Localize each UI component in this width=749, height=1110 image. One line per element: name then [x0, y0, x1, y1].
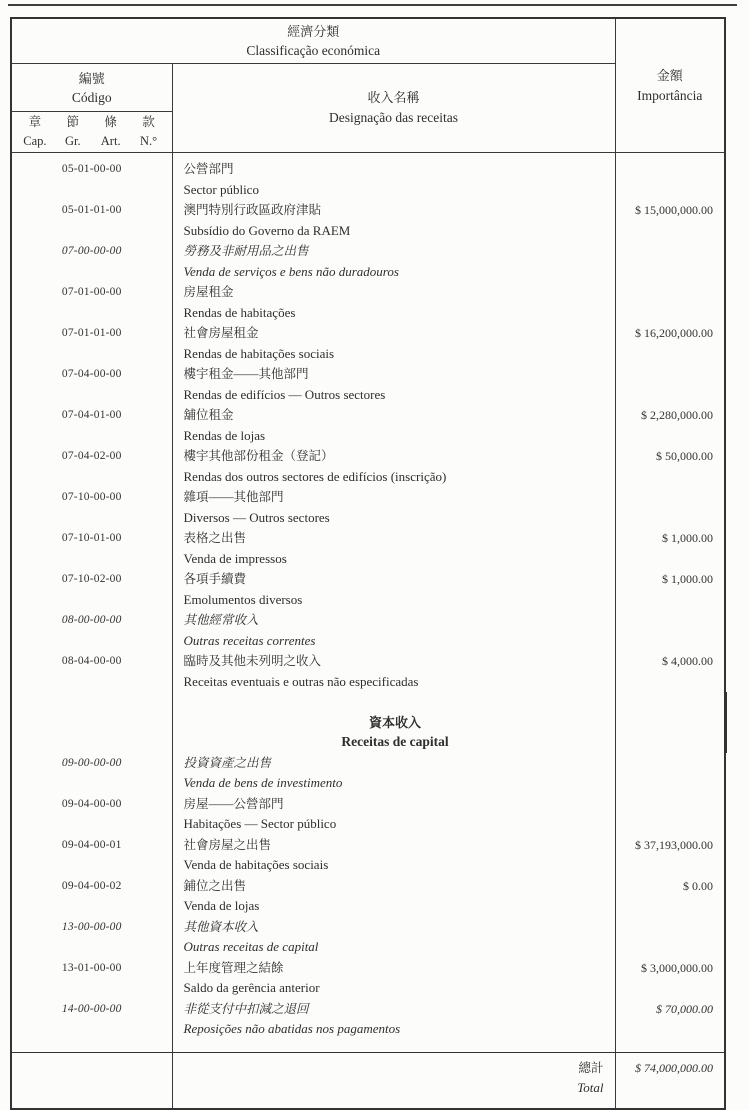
header-amount-zh: 金額 — [656, 67, 683, 83]
row-code: 09-04-00-01 — [11, 835, 172, 876]
row-designation-pt: Rendas dos outros sectores de edifícios (inscrição) — [183, 468, 447, 484]
row-code: 07-04-01-00 — [11, 405, 172, 446]
row-designation — [172, 153, 615, 201]
row-code: 07-10-02-00 — [11, 569, 172, 610]
row-designation — [172, 753, 615, 794]
section-title-zh: 資本收入 — [369, 714, 422, 730]
row-code: 07-04-00-00 — [11, 364, 172, 405]
table-row — [11, 528, 725, 569]
row-code: 09-04-00-00 — [11, 794, 172, 835]
row-code: 08-04-00-00 — [11, 651, 172, 692]
row-amount — [615, 241, 725, 282]
total-row-empty-code-cell — [11, 1052, 172, 1109]
row-code: 07-10-00-00 — [11, 487, 172, 528]
row-amount: $ 50,000.00 — [656, 449, 714, 463]
row-designation-pt: Outras receitas de capital — [183, 939, 319, 954]
table-row — [11, 876, 725, 917]
header-row-classification — [11, 18, 725, 64]
total-label-pt: Total — [577, 1080, 604, 1095]
row-amount — [615, 794, 725, 835]
code-subcolumn-zh: 款 — [142, 115, 155, 129]
row-designation-zh: 各項手續費 — [183, 572, 247, 586]
table-row — [11, 917, 725, 958]
header-code — [11, 64, 172, 112]
row-amount: $ 1,000.00 — [662, 531, 714, 545]
section-header-row — [11, 692, 725, 753]
header-amount — [615, 18, 725, 153]
row-designation-pt: Saldo da gerência anterior — [183, 980, 320, 995]
row-designation — [172, 876, 615, 917]
row-designation-zh: 雜項——其他部門 — [183, 490, 284, 504]
row-designation-zh: 非從支付中扣減之退回 — [183, 1001, 309, 1016]
row-amount: $ 15,000,000.00 — [635, 203, 714, 217]
table-row — [11, 446, 725, 487]
table-row — [11, 610, 725, 651]
total-amount: $ 74,000,000.00 — [615, 1052, 725, 1109]
row-designation-zh: 房屋租金 — [183, 285, 234, 299]
row-designation-pt: Rendas de lojas — [183, 427, 266, 443]
row-designation-pt: Sector público — [183, 181, 259, 197]
section-title-cell — [172, 692, 615, 753]
row-code: 09-04-00-02 — [11, 876, 172, 917]
row-code: 08-00-00-00 — [11, 610, 172, 651]
code-subcolumn-zh: 節 — [66, 115, 80, 129]
table-row — [11, 958, 725, 999]
row-designation-pt: Rendas de edifícios — Outros sectores — [183, 386, 386, 402]
table-row — [11, 569, 725, 610]
row-designation-zh: 鋪位之出售 — [183, 878, 247, 893]
row-designation-zh: 房屋——公營部門 — [183, 796, 284, 811]
row-designation-zh: 其他經常收入 — [183, 613, 259, 627]
row-designation — [172, 917, 615, 958]
row-amount: $ 1,000.00 — [662, 572, 714, 586]
row-designation-pt: Venda de impressos — [183, 550, 287, 566]
row-amount — [615, 753, 725, 794]
total-label-zh: 總計 — [578, 1060, 604, 1075]
row-designation-zh: 社會房屋租金 — [183, 326, 259, 340]
row-code: 05-01-00-00 — [11, 153, 172, 201]
total-row — [11, 1052, 725, 1109]
row-designation-zh: 勞務及非耐用品之出售 — [183, 244, 309, 258]
row-code: 09-00-00-00 — [11, 753, 172, 794]
total-label — [172, 1052, 615, 1109]
row-designation — [172, 487, 615, 528]
table-row — [11, 153, 725, 201]
revenue-table — [10, 17, 727, 1110]
row-designation-pt: Venda de lojas — [183, 898, 260, 913]
row-code: 07-01-01-00 — [11, 323, 172, 364]
row-designation-pt: Diversos — Outros sectores — [183, 509, 330, 525]
table-header — [11, 18, 725, 153]
row-designation-zh: 臨時及其他未列明之收入 — [183, 654, 322, 668]
row-amount: $ 4,000.00 — [662, 654, 714, 668]
row-designation — [172, 958, 615, 999]
code-subcolumn-pt: Cap. — [23, 134, 47, 148]
code-subcolumn-pt: Gr. — [65, 134, 81, 148]
row-amount — [615, 282, 725, 323]
header-designation-pt: Designação das receitas — [329, 110, 458, 125]
row-designation — [172, 405, 615, 446]
code-subcolumns — [16, 113, 168, 151]
row-amount — [615, 364, 725, 405]
row-designation-pt: Venda de habitações sociais — [183, 857, 329, 872]
row-designation — [172, 651, 615, 692]
row-designation-pt: Venda de serviços e bens não duradouros — [183, 263, 399, 279]
row-designation-zh: 樓宇其他部份租金（登記） — [183, 449, 334, 463]
row-amount — [615, 610, 725, 651]
row-designation-pt: Rendas de habitações — [183, 304, 296, 320]
row-code: 07-04-02-00 — [11, 446, 172, 487]
page-top-rule — [8, 4, 737, 6]
table-row — [11, 200, 725, 241]
row-amount: $ 37,193,000.00 — [635, 837, 714, 852]
table-row — [11, 487, 725, 528]
table-row — [11, 323, 725, 364]
header-amount-pt: Importância — [637, 87, 703, 103]
code-subcolumn-pt: N.° — [139, 134, 158, 148]
row-designation-pt: Receitas eventuais e outras não especificadas — [183, 673, 419, 689]
row-designation-pt: Rendas de habitações sociais — [183, 345, 335, 361]
row-designation — [172, 610, 615, 651]
row-amount: $ 2,280,000.00 — [641, 408, 714, 422]
row-designation-zh: 上年度管理之結餘 — [183, 960, 284, 975]
table-row — [11, 753, 725, 794]
row-designation — [172, 446, 615, 487]
row-designation — [172, 835, 615, 876]
row-designation-pt: Outras receitas correntes — [183, 632, 316, 648]
table-row — [11, 794, 725, 835]
row-designation-pt: Venda de bens de investimento — [183, 775, 343, 790]
row-designation — [172, 999, 615, 1053]
row-code: 13-00-00-00 — [11, 917, 172, 958]
row-code: 07-00-00-00 — [11, 241, 172, 282]
row-designation — [172, 282, 615, 323]
table-row — [11, 364, 725, 405]
table-row — [11, 282, 725, 323]
row-designation-zh: 舖位租金 — [183, 408, 234, 422]
row-code: 13-01-00-00 — [11, 958, 172, 999]
code-subcolumn-0 — [16, 113, 54, 151]
header-code-zh: 編號 — [78, 70, 105, 86]
row-designation-zh: 樓宇租金——其他部門 — [183, 367, 309, 381]
row-designation-zh: 公營部門 — [183, 162, 234, 176]
row-amount: $ 16,200,000.00 — [635, 326, 714, 340]
row-code: 05-01-01-00 — [11, 200, 172, 241]
table-row — [11, 651, 725, 692]
section-empty-code-cell — [11, 692, 172, 753]
row-designation — [172, 323, 615, 364]
table-row — [11, 999, 725, 1053]
header-economic-classification — [11, 18, 615, 64]
row-designation-zh: 表格之出售 — [183, 531, 247, 545]
row-designation-pt: Subsídio do Governo da RAEM — [183, 222, 351, 238]
row-designation-pt: Reposições não abatidas nos pagamentos — [183, 1021, 401, 1036]
row-code: 07-10-01-00 — [11, 528, 172, 569]
header-code-pt: Código — [71, 89, 112, 105]
row-amount: $ 70,000.00 — [656, 1001, 714, 1016]
header-designation — [172, 64, 615, 153]
row-designation — [172, 364, 615, 405]
row-amount — [615, 917, 725, 958]
code-subcolumn-zh: 章 — [28, 115, 42, 129]
header-economic-classification-pt: Classificação económica — [246, 43, 381, 58]
code-subcolumn-2 — [92, 113, 130, 151]
row-designation — [172, 569, 615, 610]
header-economic-classification-zh: 經濟分類 — [287, 24, 340, 39]
row-amount — [615, 487, 725, 528]
table-row — [11, 835, 725, 876]
row-amount: $ 0.00 — [683, 878, 714, 893]
row-designation — [172, 528, 615, 569]
section-title-pt: Receitas de capital — [341, 734, 449, 749]
row-amount: $ 3,000,000.00 — [641, 960, 714, 975]
section-empty-amount-cell — [615, 692, 725, 753]
row-designation — [172, 241, 615, 282]
header-code-subcolumns — [11, 112, 172, 153]
row-code: 14-00-00-00 — [11, 999, 172, 1053]
row-designation-pt: Habitações — Sector público — [183, 816, 337, 831]
row-designation-zh: 社會房屋之出售 — [183, 837, 272, 852]
row-designation — [172, 794, 615, 835]
row-designation-zh: 澳門特別行政區政府津貼 — [183, 203, 322, 217]
code-subcolumn-3 — [130, 113, 168, 151]
code-subcolumn-zh: 條 — [104, 115, 117, 129]
code-subcolumn-pt: Art. — [100, 134, 121, 148]
table-row — [11, 405, 725, 446]
row-designation-zh: 投資資產之出售 — [183, 755, 272, 770]
code-subcolumn-1 — [54, 113, 92, 151]
table-body — [11, 153, 725, 1053]
row-designation-pt: Emolumentos diversos — [183, 591, 303, 607]
row-amount — [615, 153, 725, 201]
row-designation-zh: 其他資本收入 — [183, 919, 259, 934]
table-row — [11, 241, 725, 282]
row-designation — [172, 200, 615, 241]
table-footer — [11, 1052, 725, 1109]
header-designation-zh: 收入名稱 — [367, 90, 420, 105]
row-code: 07-01-00-00 — [11, 282, 172, 323]
